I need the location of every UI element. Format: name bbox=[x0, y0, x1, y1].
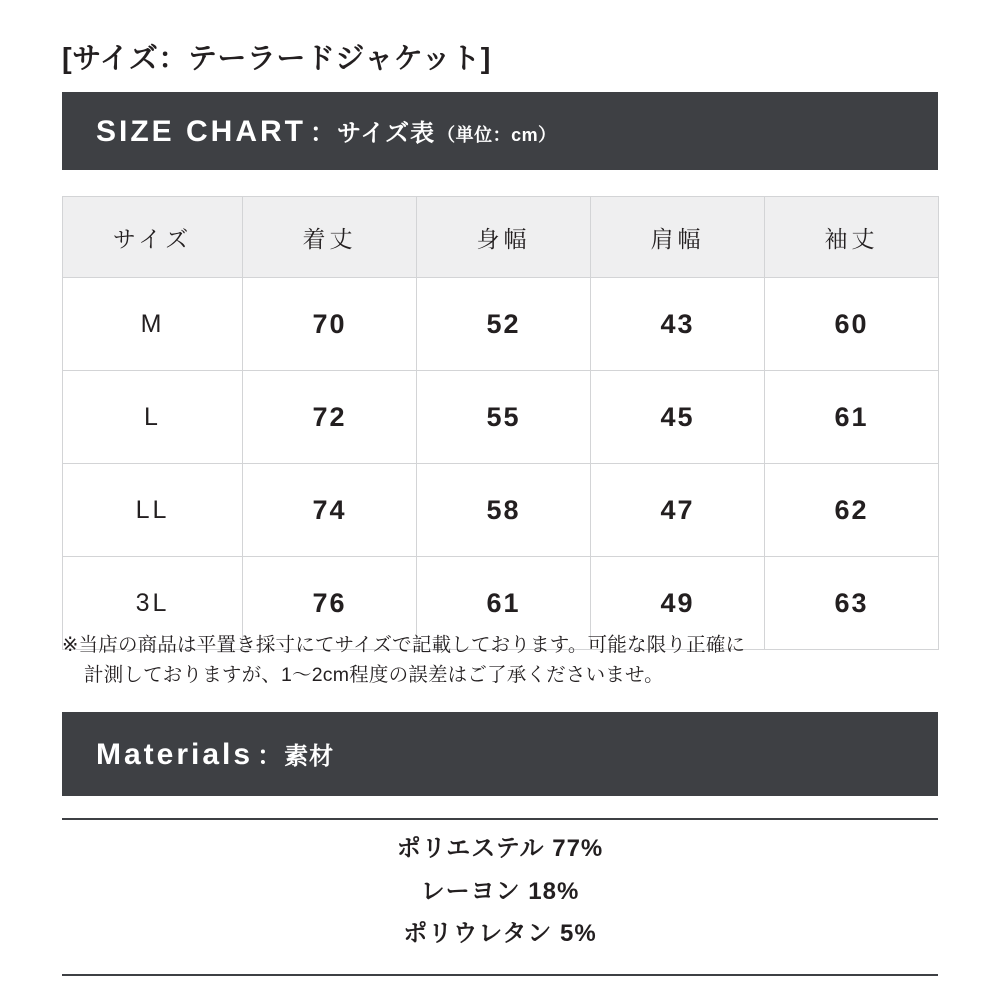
list-item: レーヨン 18% bbox=[420, 877, 580, 905]
cell-mihaba: 61 bbox=[417, 557, 591, 650]
size-table-head bbox=[63, 197, 939, 278]
cell-kitake: 70 bbox=[243, 278, 417, 371]
materials-banner-separator: ： bbox=[257, 742, 283, 770]
cell-katahaba: 43 bbox=[591, 278, 765, 371]
cell-katahaba: 47 bbox=[591, 464, 765, 557]
materials-banner-main: Materials bbox=[96, 738, 254, 771]
table-row bbox=[63, 464, 939, 557]
cell-katahaba: 45 bbox=[591, 371, 765, 464]
size-table bbox=[62, 196, 939, 650]
cell-sodetake: 60 bbox=[765, 278, 939, 371]
list-item: ポリウレタン 5% bbox=[403, 920, 597, 948]
size-table-body bbox=[63, 278, 939, 650]
measurement-note bbox=[62, 630, 942, 690]
page-title: [サイズ：テーラードジャケット] bbox=[62, 43, 491, 75]
table-row bbox=[63, 278, 939, 371]
size-chart-banner-separator: ： bbox=[310, 119, 336, 147]
column-header-kitake: 着丈 bbox=[243, 197, 417, 278]
materials-list bbox=[62, 828, 938, 956]
cell-mihaba: 58 bbox=[417, 464, 591, 557]
list-item: ポリエステル 77% bbox=[396, 835, 604, 862]
cell-sodetake: 62 bbox=[765, 464, 939, 557]
cell-katahaba: 49 bbox=[591, 557, 765, 650]
cell-size: 3L bbox=[63, 557, 243, 650]
measurement-note-line1: ※当店の商品は平置き採寸にてサイズで記載しております。可能な限り正確に bbox=[62, 634, 746, 656]
cell-kitake: 72 bbox=[243, 371, 417, 464]
size-chart-banner-inner bbox=[62, 113, 557, 149]
cell-kitake: 74 bbox=[243, 464, 417, 557]
materials-top-divider bbox=[62, 818, 938, 820]
size-chart-banner-sub: サイズ表 bbox=[337, 120, 436, 147]
cell-size: M bbox=[63, 278, 243, 371]
size-chart-banner-unit: （単位：cm） bbox=[437, 125, 557, 145]
column-header-katahaba: 肩幅 bbox=[591, 197, 765, 278]
column-header-size: サイズ bbox=[63, 197, 243, 278]
cell-kitake: 76 bbox=[243, 557, 417, 650]
cell-sodetake: 61 bbox=[765, 371, 939, 464]
size-chart-banner-main: SIZE CHART bbox=[96, 115, 306, 148]
cell-size: L bbox=[63, 371, 243, 464]
column-header-sodetake: 袖丈 bbox=[765, 197, 939, 278]
cell-mihaba: 55 bbox=[417, 371, 591, 464]
materials-bottom-divider bbox=[62, 974, 938, 976]
cell-sodetake: 63 bbox=[765, 557, 939, 650]
cell-size: LL bbox=[63, 464, 243, 557]
materials-banner-sub: 素材 bbox=[284, 743, 335, 770]
cell-mihaba: 52 bbox=[417, 278, 591, 371]
size-chart-banner bbox=[62, 92, 938, 170]
column-header-mihaba: 身幅 bbox=[417, 197, 591, 278]
table-row bbox=[63, 371, 939, 464]
measurement-note-line2: 計測しておりますが、1〜2cm程度の誤差はご了承くださいませ。 bbox=[84, 664, 664, 687]
materials-banner-inner bbox=[62, 736, 334, 772]
materials-banner bbox=[62, 712, 938, 796]
table-header-row bbox=[63, 197, 939, 278]
